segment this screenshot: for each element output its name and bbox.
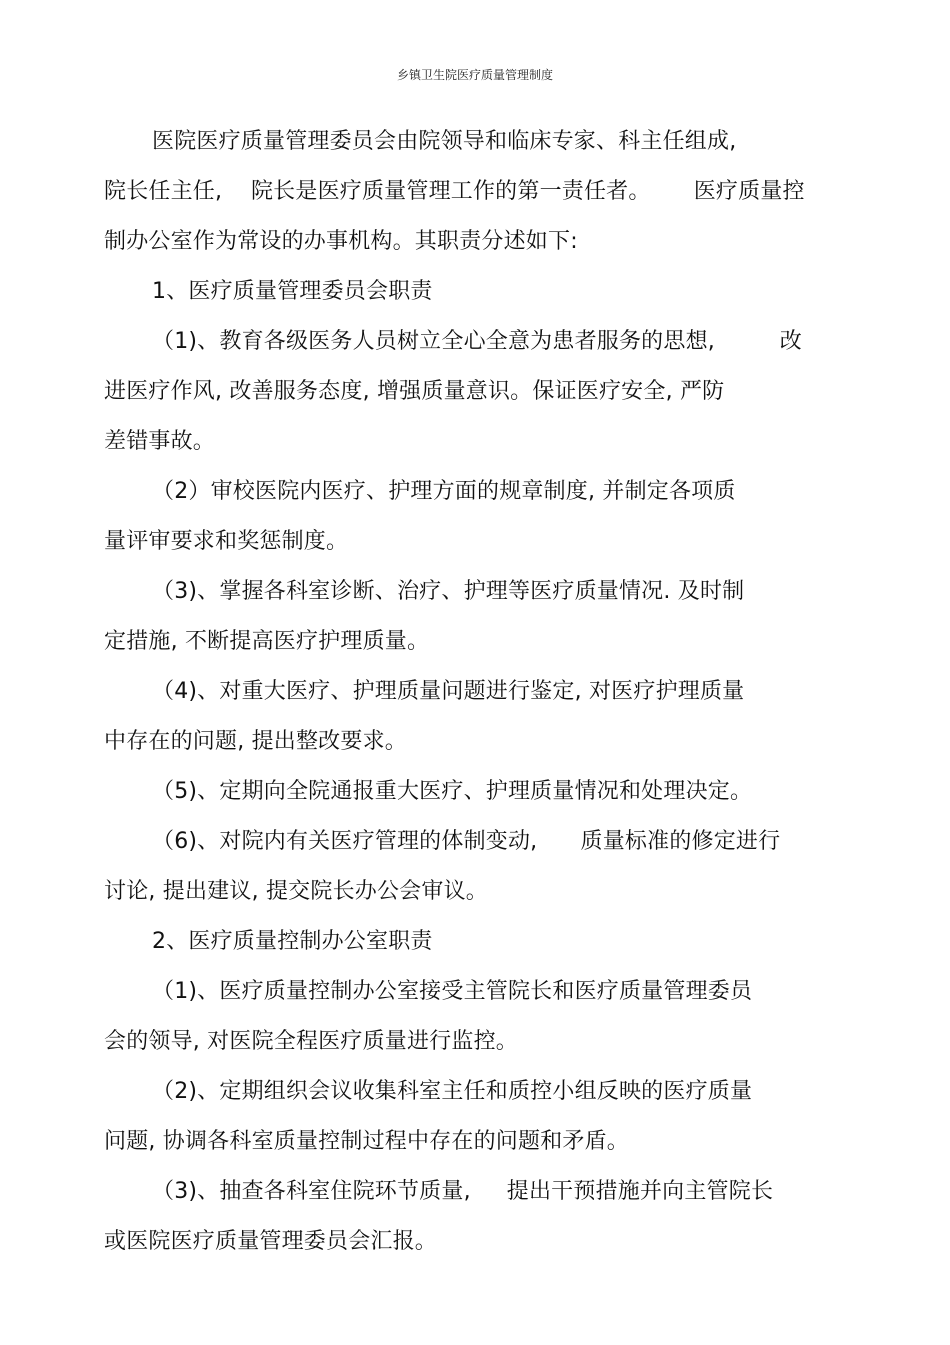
paragraph-line: （2)、定期组织会议收集科室主任和质控小组反映的医疗质量 — [152, 1079, 753, 1104]
paragraph-line: 中存在的问题, 提出整改要求。 — [104, 729, 407, 754]
paragraph-line: 院长任主任, 院长是医疗质量管理工作的第一责任者。 医疗质量控 — [104, 179, 805, 204]
paragraph-line: 问题, 协调各科室质量控制过程中存在的问题和矛盾。 — [104, 1129, 629, 1154]
paragraph-line: 定措施, 不断提高医疗护理质量。 — [104, 629, 430, 654]
paragraph-line: 制办公室作为常设的办事机构。其职责分述如下: — [104, 229, 578, 254]
paragraph-line: （2）审校医院内医疗、护理方面的规章制度, 并制定各项质 — [152, 479, 736, 504]
paragraph-line: （6)、对院内有关医疗管理的体制变动, 质量标准的修定进行 — [152, 829, 781, 854]
paragraph-line: 讨论, 提出建议, 提交院长办公会审议。 — [104, 879, 488, 904]
paragraph-line: （1)、教育各级医务人员树立全心全意为患者服务的思想, 改 — [152, 329, 802, 354]
paragraph-line: （3)、抽查各科室住院环节质量, 提出干预措施并向主管院长 — [152, 1179, 774, 1204]
paragraph-line: 量评审要求和奖惩制度。 — [104, 529, 349, 554]
paragraph-line: 进医疗作风, 改善服务态度, 增强质量意识。保证医疗安全, 严防 — [104, 379, 725, 404]
paragraph-line: 医院医疗质量管理委员会由院领导和临床专家、科主任组成, — [152, 129, 737, 154]
paragraph-line: （3)、掌握各科室诊断、治疗、护理等医疗质量情况. 及时制 — [152, 579, 745, 604]
paragraph-line: （5)、定期向全院通报重大医疗、护理质量情况和处理决定。 — [152, 779, 753, 804]
paragraph-line: 差错事故。 — [104, 429, 216, 454]
section-heading: 2、医疗质量控制办公室职责 — [152, 929, 433, 954]
section-heading: 1、医疗质量管理委员会职责 — [152, 279, 433, 304]
paragraph-line: （1)、医疗质量控制办公室接受主管院长和医疗质量管理委员 — [152, 979, 753, 1004]
paragraph-line: 会的领导, 对医院全程医疗质量进行监控。 — [104, 1029, 518, 1054]
paragraph-line: （4)、对重大医疗、护理质量问题进行鉴定, 对医疗护理质量 — [152, 679, 745, 704]
page-header: 乡镇卫生院医疗质量管理制度 — [396, 68, 553, 82]
paragraph-line: 或医院医疗质量管理委员会汇报。 — [104, 1229, 438, 1254]
